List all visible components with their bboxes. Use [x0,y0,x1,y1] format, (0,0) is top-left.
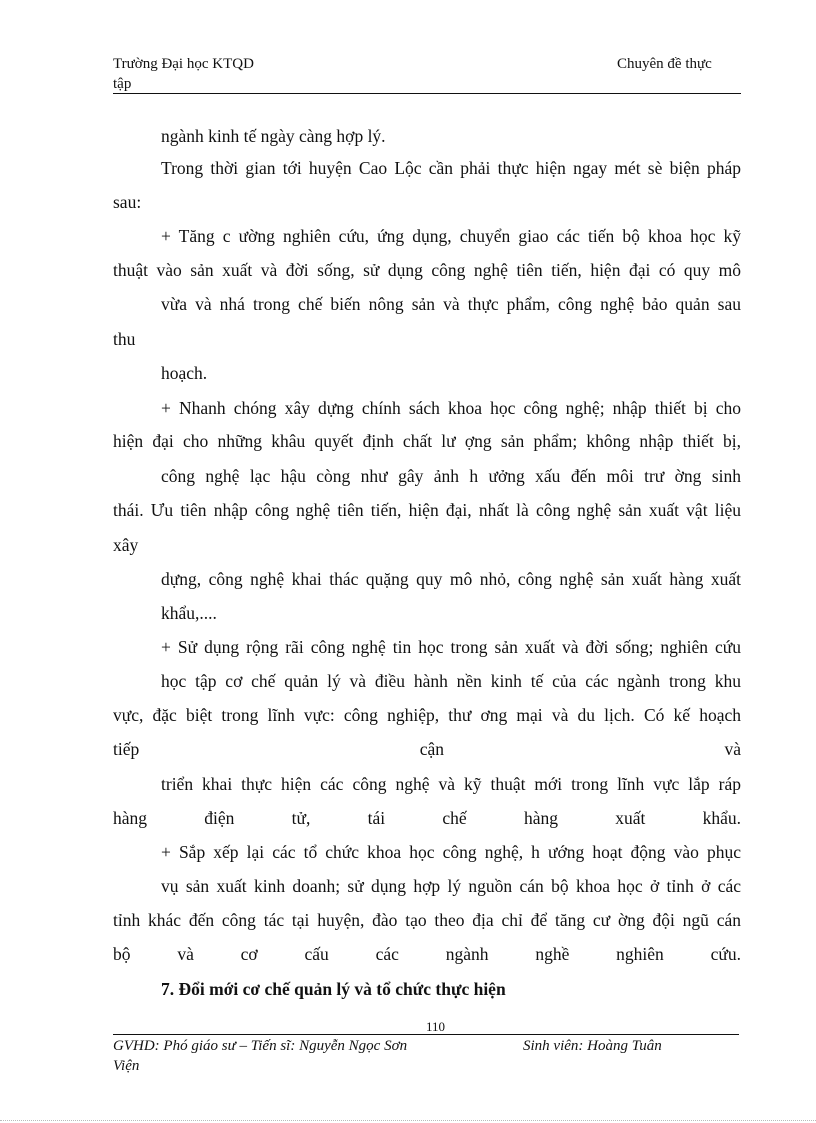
footer-divider [113,1034,739,1035]
body-line-22: + Sắp xếp lại các tổ chức khoa học công nghệ, h ướng hoạt động vào phục [161,842,741,862]
body-line-20: triển khai thực hiện các công nghệ và kỹ thuật mới trong lĩnh vực lắp ráp [161,774,741,794]
body-line-6: vừa và nhá trong chế biến nông sản và thực phẩm, công nghệ bảo quản sau [161,294,741,314]
body-line-9: + Nhanh chóng xây dựng chính sách khoa học công nghệ; nhập thiết bị cho [161,398,741,418]
header-report-type: Chuyên đề thực [617,56,712,72]
body-line-5: thuật vào sản xuất và đời sống, sử dụng công nghệ tiên tiến, hiện đại có quy mô [113,260,741,280]
section-heading: 7. Đổi mới cơ chế quản lý và tổ chức thực hiện [161,979,506,999]
body-line-24: tỉnh khác đến công tác tại huyện, đào tạo theo địa chỉ để tăng cư ờng đội ngũ cán [113,910,741,930]
body-line-21: hàng điện tử, tái chế hàng xuất khẩu. [113,808,741,828]
footer-student: Sinh viên: Hoàng Tuân [523,1038,662,1054]
body-line-2: Trong thời gian tới huyện Cao Lộc cần phải thực hiện ngay mét sè biện pháp [161,158,741,178]
body-line-16: + Sử dụng rộng rãi công nghệ tin học trong sản xuất và đời sống; nghiên cứu [161,637,741,657]
body-line-23: vụ sản xuất kinh doanh; sử dụng hợp lý nguồn cán bộ khoa học ở tỉnh ở các [161,876,741,896]
body-line-3: sau: [113,192,142,212]
footer-supervisor-wrap: Viện [113,1058,140,1074]
page-bottom-dotted-edge [0,1120,816,1121]
body-line-4: + Tăng c ường nghiên cứu, ứng dụng, chuyển giao các tiến bộ khoa học kỹ [161,226,741,246]
body-line-8: hoạch. [161,363,208,383]
header-school [113,54,254,94]
body-line-13: xây [113,535,139,555]
body-line-19: tiếp cận và [113,739,741,759]
body-line-10: hiện đại cho những khâu quyết định chất lư ợng sản phẩm; không nhập thiết bị, [113,431,741,451]
body-line-25: bộ và cơ cấu các ngành nghề nghiên cứu. [113,944,741,964]
header-divider [113,93,741,94]
body-line-11: công nghệ lạc hậu còng như gây ảnh h ưởng xấu đến môi trư ờng sinh [161,466,741,486]
body-line-17: học tập cơ chế quản lý và điều hành nền kinh tế của các ngành trong khu [161,671,741,691]
body-line-14: dựng, công nghệ khai thác quặng quy mô nhỏ, công nghệ sản xuất hàng xuất [161,569,741,589]
body-line-12: thái. Ưu tiên nhập công nghệ tiên tiến, hiện đại, nhất là công nghệ sản xuất vật liệu [113,500,741,520]
body-line-1: ngành kinh tế ngày càng hợp lý. [161,126,386,146]
footer-supervisor [113,1036,407,1076]
body-line-18: vực, đặc biệt trong lĩnh vực: công nghiệp, thư ơng mại và du lịch. Có kế hoạch [113,705,741,725]
body-line-7: thu [113,329,136,349]
body-line-15: khẩu,.... [161,603,217,623]
header-school-wrap: tập [113,76,132,92]
page-number: 110 [426,1019,446,1034]
header-school-name: Trường Đại học KTQD [113,56,254,72]
footer-supervisor-name: GVHD: Phó giáo sư – Tiến sĩ: Nguyễn Ngọc Sơn [113,1038,408,1054]
